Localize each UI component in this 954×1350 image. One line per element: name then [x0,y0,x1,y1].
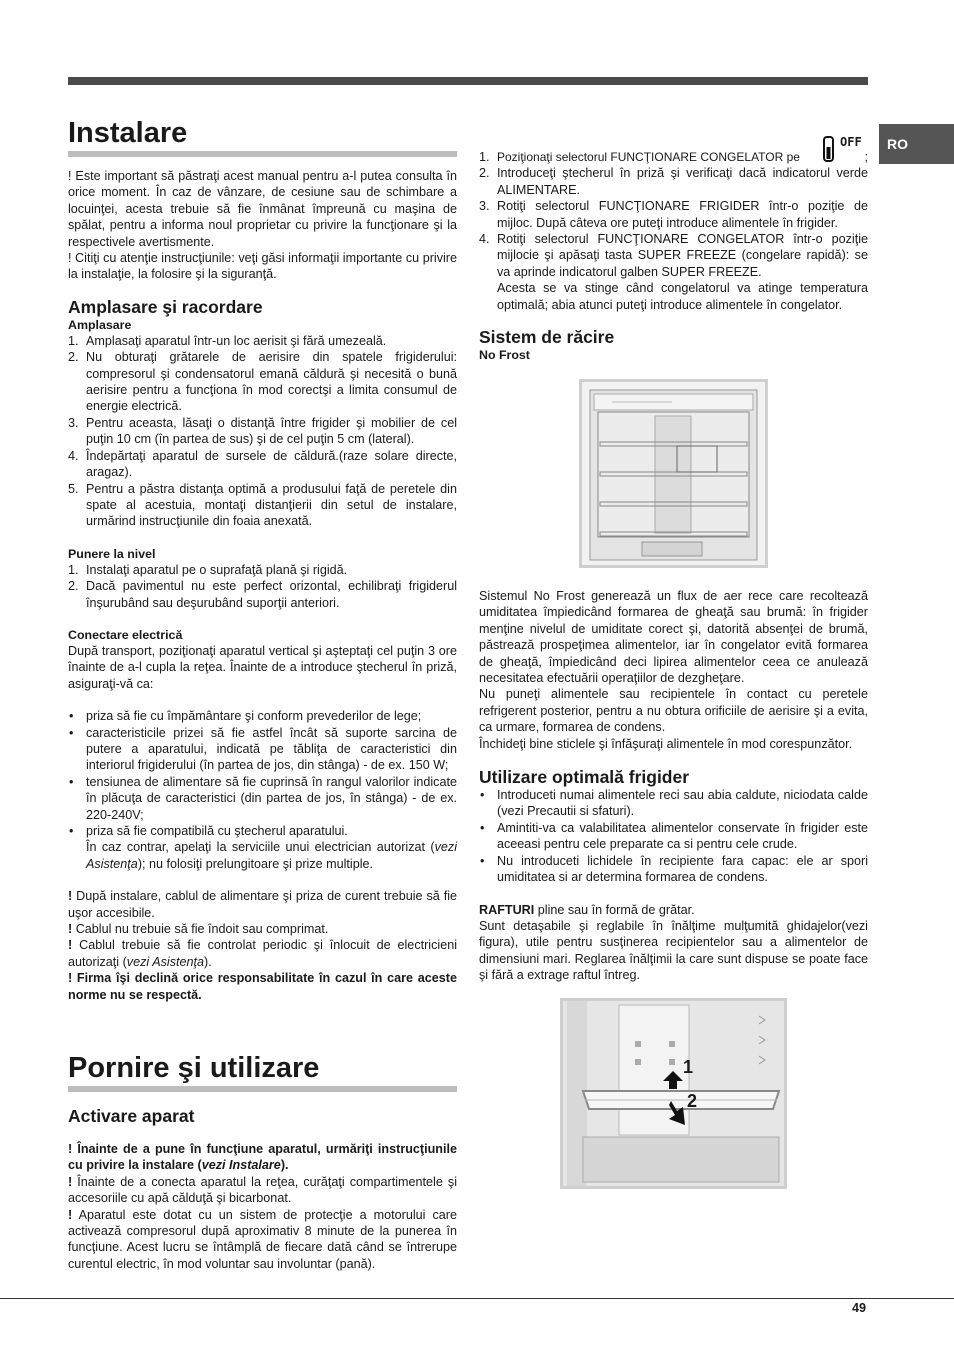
list-item: • Amintiti-va ca valabilitatea alimentelor conservate în frigider este aceeasi pentru cele preparate ca si pentru cele crude. [480,820,868,852]
heading-amplasare-racordare: Amplasare şi racordare [68,296,263,317]
left-column-part2 [68,1051,457,1272]
warning-3: ! Cablul trebuie să fie controlat periodic şi înlocuit de electricieni autorizaţi (vezi Asistenţa). [68,938,458,969]
optim-list [479,787,868,885]
warning-2: ! Cablul nu trebuie să fie îndoit sau comprimat. [68,922,329,937]
nofrost-paragraph-1: Sistemul No Frost generează un flux de aer rece care recoltează umiditatea împiedicând formarea de gheaţă sau brumă: în frigider menţine nivelul de umiditate corect şi, datorită absenţei de brumă, păstrează prospeţimea alimentelor, iar în congelator evită formarea de gheaţă, împiedicând deci lipirea alimentelor ceea ce anulează necesitatea efectuării operaţiilor de dezgheţare. [479,589,868,686]
bottom-rule [0,1298,954,1299]
warning-1: ! După instalare, cablul de alimentare şi priza de curent trebuie să fie uşor accesibile. [68,889,458,920]
warning-4: ! Firma îşi declină orice responsabilitate în cazul în care aceste norme nu se respectă. [68,971,457,1002]
heading-activare-aparat: Activare aparat [68,1106,195,1126]
nofrost-paragraph-2: Nu puneţi alimentele sau recipientele în contact cu peretele refrigerent posterior, pentru a nu obtura orificiile de aerisire şi a evita, ca urmare, formarea de condens. [479,687,868,735]
subheading-no-frost: No Frost [479,348,530,363]
list-item: • tensiunea de alimentare să fie cuprinsă în rangul valorilor indicate în plăcuţa de caracteristici (din partea de jos, în stânga) - de ex. 220-240V; [69,774,457,822]
subheading-amplasare: Amplasare [68,317,132,332]
list-item: • Nu introduceti lichidele în recipiente fara capac: ele ar spori umiditatea si ar determina formarea de condens. [480,853,868,885]
fridge-interior-image [579,379,768,568]
rafturi-paragraph: Sunt detaşabile şi reglabile în înălţime mulţumită ghidajelor(vezi figura), utile pentru susţinerea recipientelor sau a alimentelor de dimensiuni mari. Reglarea înălţimii la care sunt dispuse se poate face şi fără a extrage raftul întreg. [479,918,868,983]
heading-sistem-racire: Sistem de răcire [479,327,615,348]
list-item: 3. Pentru aceasta, lăsaţi o distanţă între frigider şi mobilier de cel puţin 10 cm (în partea de sus) şi de cel puţin 5 cm (lateral). [68,415,457,447]
nofrost-paragraph-3: Închideţi bine sticlele şi înfăşuraţi alimentele în mod corespunzător. [479,736,853,751]
right-column-part2 [479,588,868,984]
nivel-list [68,562,457,611]
activare-paragraph-3: ! Aparatul este dotat cu un sistem de protecţie a motorului care activează compresorul după aproximativ 8 minute de la punerea în funcţiune. Acest lucru se întâmplă de fiecare dată când se întrerupe curentul electric, în mod voluntar sau involuntar (pană). [68,1207,458,1271]
electric-list [68,708,457,872]
startup-steps-list [479,149,868,313]
figure-label-1: 1 [683,1057,694,1077]
list-item: 4. Îndepărtaţi aparatul de sursele de căldură.(raze solare directe, aragaz). [68,448,457,480]
section-title-pornire: Pornire şi utilizare [68,1051,457,1092]
list-item: • priza să fie compatibilă cu ştecherul aparatului. În caz contrar, apelaţi la serviciile unui electrician autorizat (vezi Asistenţa); nu folosiţi prelungitoare şi prize multiple. [69,824,457,871]
list-item: 1. Amplasaţi aparatul într-un loc aerisit şi fără umezeală. [68,333,387,348]
subheading-punere-nivel: Punere la nivel [68,546,156,561]
intro-paragraph-1: ! Este important să păstraţi acest manual pentru a-l putea consulta în orice moment. În caz de vânzare, de cesiune sau de schimbare a locuinţei, acesta trebuie să fie înmânat împreună cu maşina de spălat, pentru a informa noul proprietar cu privire la funcţionare şi la respectivele avertismente. [68,169,457,249]
list-item: 1. Poziţionaţi selectorul FUNCŢIONARE CONGELATOR pe ; [479,150,868,164]
activare-paragraph-2: ! Înainte de a conecta aparatul la reţea, curăţaţi compartimentele şi accesoriile cu apă călduţă şi bicarbonat. [68,1174,457,1206]
list-item: • priza să fie cu împământare şi conform prevederilor de lege; [69,709,422,724]
list-item: 2. Dacă pavimentul nu este perfect orizontal, echilibraţi frigiderul înşurubând sau deşurubând suporţii anteriori. [68,579,457,610]
figure-label-2: 2 [687,1091,698,1111]
off-label: OFF [840,135,862,149]
subheading-conectare-electrica: Conectare electrică [68,627,183,642]
heading-utilizare-optimala: Utilizare optimală frigider [479,767,690,788]
page-number: 49 [852,1301,867,1315]
list-item: 4. Rotiţi selectorul FUNCŢIONARE CONGELATOR într-o poziţie mijlocie şi apăsaţi tasta SUPER FREEZE (congelare rapidă): se va aprinde indicatorul galben SUPER FREEZE. Acesta se va stinge când congelatorul va atinge temperatura optimală; abia atunci puteţi introduce alimentele în congelator. [479,232,868,312]
list-item: • caracteristicile prizei să fie astfel încât să suporte sarcina de putere a aparatului, indicată pe tăbliţa de caracteristici din interiorul frigiderului (în partea de jos, din stânga) - de ex. 150 W; [69,725,457,773]
activare-warning: ! Înainte de a pune în funcţiune aparatul, urmăriţi instrucţiunile cu privire la instalare (vezi Instalare). [68,1142,457,1173]
section-title-instalare: Instalare [68,116,457,157]
top-rule [68,77,868,85]
list-item: 5. Pentru a păstra distanţa optimă a produsului faţă de peretele din spate al acestuia, montaţi distanţierii din setul de instalare, urmărind instrucţiunile din foaia anexată. [68,481,457,529]
left-column [68,116,457,1003]
intro-paragraph-2: ! Citiţi cu atenţie instrucţiunile: veţi găsi informaţii importante cu privire la instalaţie, la folosire şi la siguranţă. [68,251,457,282]
language-tab: RO [879,124,954,164]
right-column [479,149,868,363]
list-item: • Introduceti numai alimentele reci sau abia caldute, niciodata calde (vezi Precautii si sfaturi). [480,788,868,819]
electric-intro: După transport, poziţionaţi aparatul vertical şi aşteptaţi cel puţin 3 ore înainte de a-l cupla la reţea. Înainte de a introduce ştecherul în priză, asiguraţi-vă ca: [68,643,457,691]
rafturi-heading-line: RAFTURI pline sau în formă de grătar. [479,902,695,917]
list-item: 1. Instalaţi aparatul pe o suprafaţă plană şi rigidă. [68,562,348,577]
list-item: 3. Rotiţi selectorul FUNCŢIONARE FRIGIDER într-o poziţie de mijloc. După câteva ore puteţi introduce alimentele în frigider. [479,199,868,230]
shelf-adjustment-image [560,998,787,1189]
amplasare-list [68,333,457,530]
list-item: 2. Nu obturaţi grătarele de aerisire din spatele frigiderului: compresorul şi condensatorul emană căldură şi necesită o bună aerisire pentru a funcţiona în mod corectşi a limita consumul de energie electrică. [68,350,457,414]
list-item: 2. Introduceţi ştecherul în priză şi verificaţi dacă indicatorul verde ALIMENTARE. [479,166,868,197]
